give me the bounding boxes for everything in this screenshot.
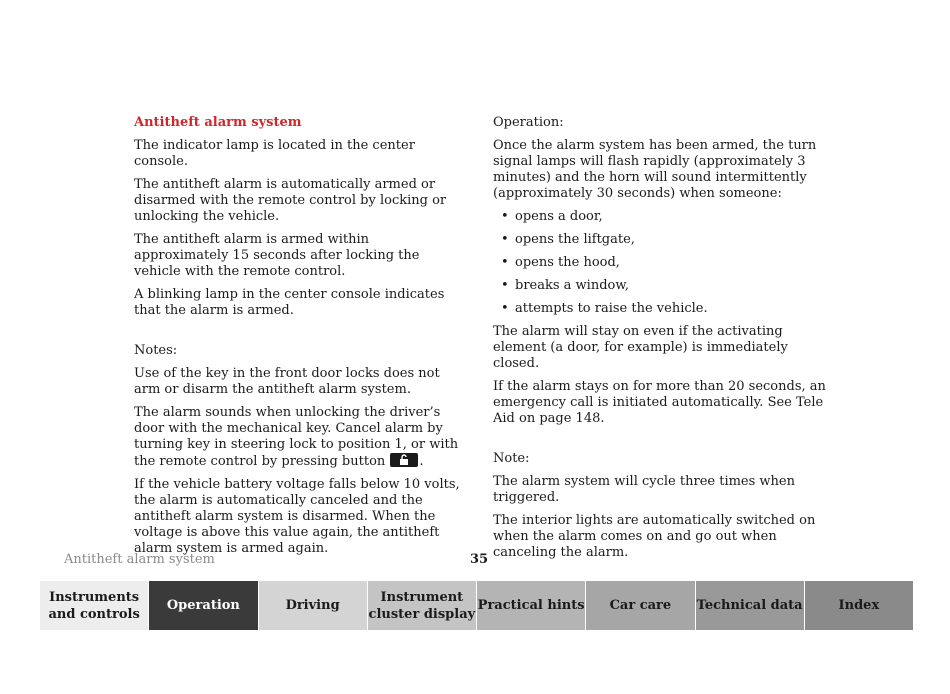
paragraph: A blinking lamp in the center console indicates that the alarm is armed. bbox=[134, 287, 445, 318]
paragraph: Use of the key in the front door locks does not arm or disarm the antitheft alarm system. bbox=[134, 366, 440, 397]
note-label: Note: bbox=[493, 451, 530, 466]
right-column bbox=[493, 115, 828, 568]
tab-car-care[interactable]: Car care bbox=[586, 581, 695, 630]
tab-practical-hints[interactable]: Practical hints bbox=[477, 581, 586, 630]
footer-section-title: Antitheft alarm system bbox=[64, 552, 215, 567]
list-item: • opens the liftgate, bbox=[493, 232, 828, 248]
operation-label: Operation: bbox=[493, 115, 564, 130]
paragraph: The antitheft alarm is armed within approximately 15 seconds after locking the vehicle with the remote control. bbox=[134, 232, 420, 279]
tab-instruments-and-controls[interactable]: Instruments and controls bbox=[40, 581, 149, 630]
section-heading: Antitheft alarm system bbox=[134, 115, 302, 130]
page-number: 35 bbox=[470, 552, 489, 567]
list-item: • opens a door, bbox=[493, 209, 828, 225]
unlock-icon bbox=[390, 453, 418, 467]
tab-technical-data[interactable]: Technical data bbox=[696, 581, 805, 630]
paragraph-text: The alarm sounds when unlocking the driver’s door with the mechanical key. Cancel alarm by turning key in steering lock to position 1, or with the remote control by pressing button bbox=[134, 405, 459, 469]
tab-operation[interactable]: Operation bbox=[149, 581, 258, 630]
spacer bbox=[134, 326, 464, 343]
notes-label: Notes: bbox=[134, 343, 178, 358]
paragraph: If the vehicle battery voltage falls below 10 volts, the alarm is automatically canceled and the antitheft alarm system is disarmed. When the voltage is above this value again, the antitheft alarm system is armed again. bbox=[134, 477, 460, 556]
paragraph: The antitheft alarm is automatically armed or disarmed with the remote control by locking or unlocking the vehicle. bbox=[134, 177, 447, 224]
paragraph: If the alarm stays on for more than 20 seconds, an emergency call is initiated automatically. See Tele Aid on page 148. bbox=[493, 379, 826, 426]
left-column bbox=[134, 115, 464, 564]
list-item: • breaks a window, bbox=[493, 278, 828, 294]
tab-instrument-cluster-display[interactable]: Instrument cluster display bbox=[368, 581, 477, 630]
tab-index[interactable]: Index bbox=[805, 581, 913, 630]
list-item: • attempts to raise the vehicle. bbox=[493, 301, 828, 317]
paragraph-with-button bbox=[134, 405, 464, 470]
paragraph-end: . bbox=[419, 454, 424, 469]
chapter-navigation bbox=[40, 581, 913, 630]
tab-driving[interactable]: Driving bbox=[259, 581, 368, 630]
paragraph: The interior lights are automatically switched on when the alarm comes on and go out when canceling the alarm. bbox=[493, 513, 816, 560]
paragraph: The alarm will stay on even if the activating element (a door, for example) is immediately closed. bbox=[493, 324, 788, 371]
paragraph: Once the alarm system has been armed, the turn signal lamps will flash rapidly (approximately 3 minutes) and the horn will sound intermittently (approximately 30 seconds) when someone: bbox=[493, 138, 817, 201]
spacer bbox=[493, 434, 828, 451]
list-item: • opens the hood, bbox=[493, 255, 828, 271]
paragraph: The alarm system will cycle three times when triggered. bbox=[493, 474, 795, 505]
bullet-list bbox=[493, 209, 828, 317]
paragraph: The indicator lamp is located in the center console. bbox=[134, 138, 415, 169]
